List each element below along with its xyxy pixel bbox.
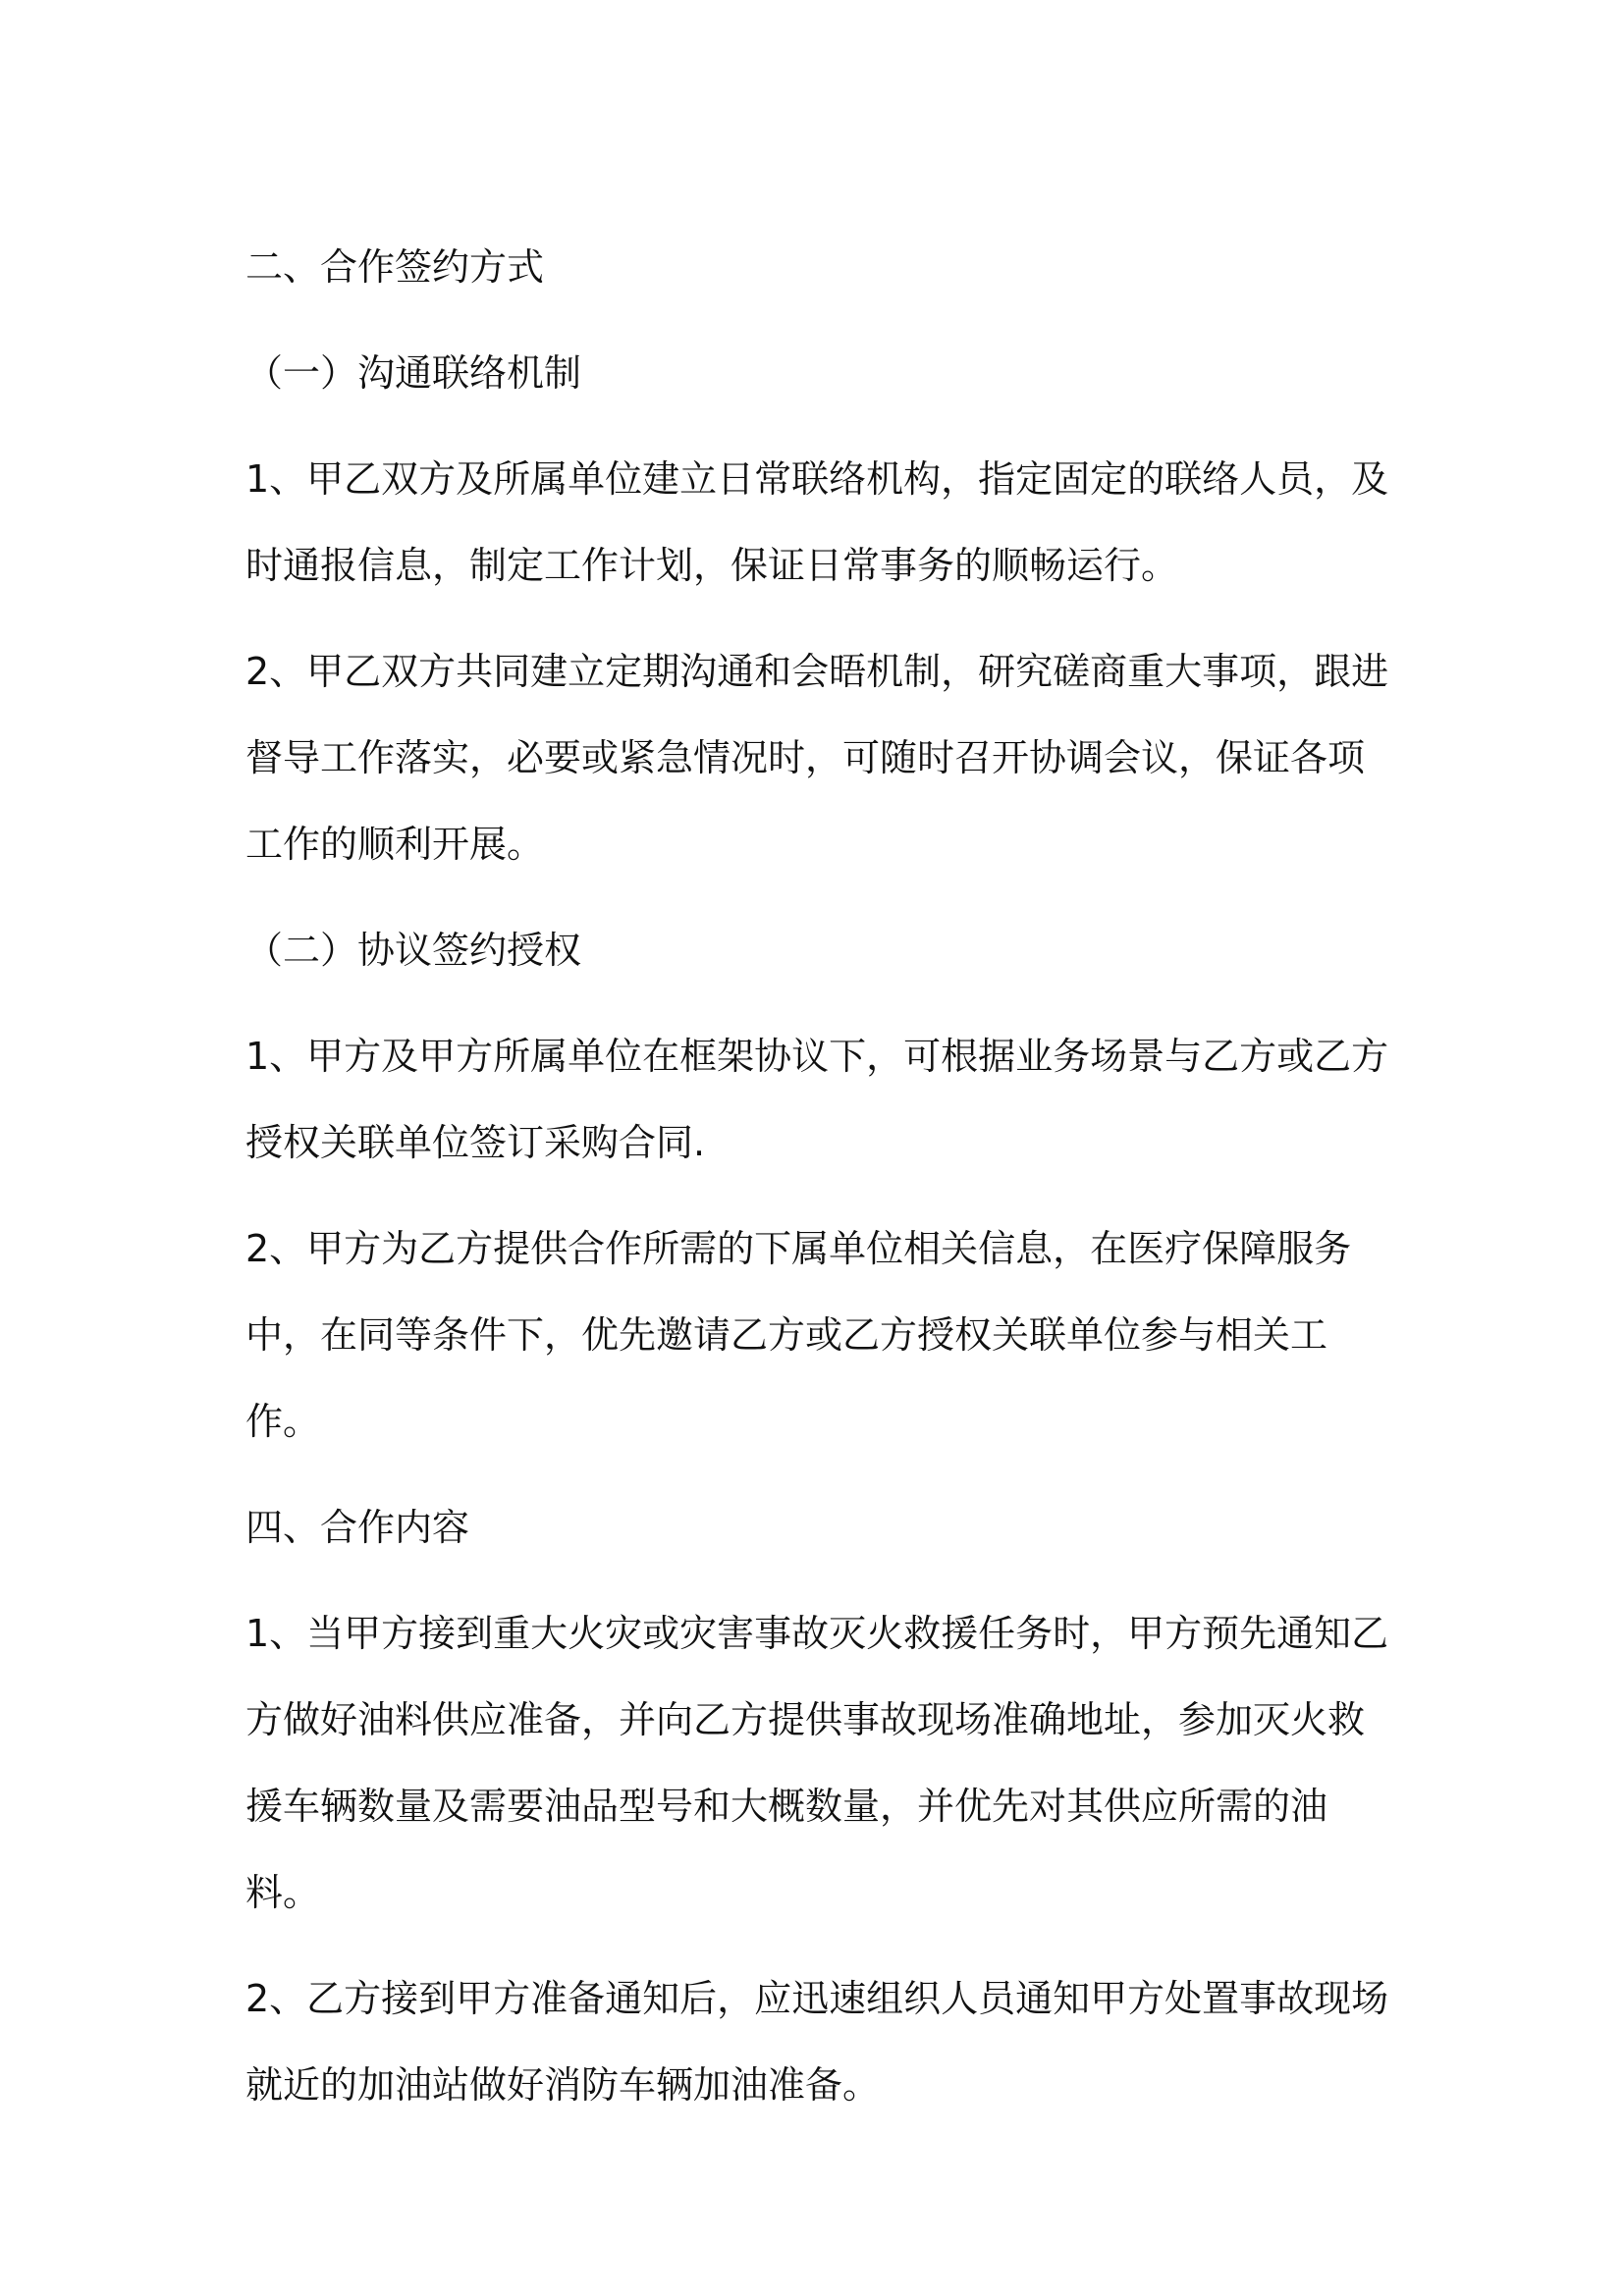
paragraph-liaison-agency: 1、甲乙双方及所属单位建立日常联络机构，指定固定的联络人员，及时通报信息，制定工作计划，保证日常事务的顺畅运行。 [245, 457, 1389, 587]
paragraph-regular-meetings: 2、甲乙双方共同建立定期沟通和会晤机制，研究磋商重大事项，跟进督导工作落实，必要或紧急情况时，可随时召开协调会议，保证各项工作的顺利开展。 [245, 650, 1389, 866]
paragraph-medical-support: 2、甲方为乙方提供合作所需的下属单位相关信息，在医疗保障服务中，在同等条件下，优先邀请乙方或乙方授权关联单位参与相关工作。 [245, 1227, 1352, 1443]
paragraph-gas-station-preparation: 2、乙方接到甲方准备通知后，应迅速组织人员通知甲方处置事故现场就近的加油站做好消防车辆加油准备。 [245, 1977, 1389, 2107]
subsection-heading-authorization: （二）协议签约授权 [245, 929, 582, 972]
section-heading-cooperation-content: 四、合作内容 [245, 1506, 470, 1549]
document-body [245, 224, 1394, 2148]
paragraph-fire-rescue-fuel: 1、当甲方接到重大火灾或灾害事故灭火救援任务时，甲方预先通知乙方做好油料供应准备，并向乙方提供事故现场准确地址，参加灭火救援车辆数量及需要油品型号和大概数量，并优先对其供应所需的油料。 [245, 1612, 1389, 1914]
section-heading-cooperation-signing: 二、合作签约方式 [245, 245, 545, 289]
paragraph-procurement-contract: 1、甲方及甲方所属单位在框架协议下，可根据业务场景与乙方或乙方授权关联单位签订采购合同. [245, 1035, 1389, 1164]
subsection-heading-communication: （一）沟通联络机制 [245, 351, 582, 395]
